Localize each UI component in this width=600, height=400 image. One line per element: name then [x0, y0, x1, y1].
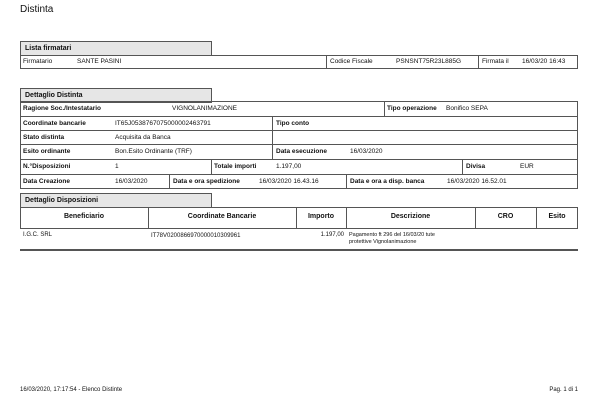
n-disposizioni-value: 1 — [115, 163, 119, 170]
coordinate-label: Coordinate bancarie — [23, 120, 86, 127]
tipo-conto-label: Tipo conto — [276, 120, 310, 127]
col-importo: Importo — [307, 213, 335, 220]
data-spedizione-label: Data e ora spedizione — [173, 178, 240, 185]
row-coordinate: IT78V0200866970000010309961 — [151, 233, 241, 239]
footer-left: 16/03/2020, 17:17:54 - Elenco Distinte — [20, 387, 123, 393]
tipo-operazione-label: Tipo operazione — [387, 105, 437, 112]
row-descrizione-line1: Pagamento ft 296 del 16/03/20 tute — [349, 232, 435, 238]
esito-ordinante-value: Bon.Esito Ordinante (TRF) — [115, 148, 192, 155]
totale-importi-value: 1.197,00 — [276, 163, 302, 170]
col-beneficiario: Beneficiario — [63, 213, 105, 220]
codice-fiscale-value: PSNSNT75R23L885G — [396, 58, 462, 65]
row-beneficiario: I.G.C. SRL — [23, 232, 53, 238]
divisa-label: Divisa — [466, 163, 486, 170]
totale-importi-label: Totale importi — [214, 163, 257, 170]
col-cro: CRO — [497, 213, 514, 220]
section-header-firmatari: Lista firmatari — [20, 41, 212, 56]
section-header-disposizioni: Dettaglio Disposizioni — [20, 193, 212, 208]
ragione-label: Ragione Soc./Intestatario — [23, 105, 102, 112]
firmatario-value: SANTE PASINI — [77, 58, 122, 65]
esito-ordinante-label: Esito ordinante — [23, 148, 71, 155]
n-disposizioni-label: N.°Disposizioni — [23, 163, 71, 170]
data-disp-banca-value: 16/03/2020 16.52.01 — [447, 178, 507, 185]
codice-fiscale-label: Codice Fiscale — [330, 58, 373, 65]
col-coordinate-bancarie: Coordinate Bancarie — [187, 213, 257, 220]
firmata-label: Firmata il — [482, 58, 509, 65]
col-esito: Esito — [548, 213, 566, 220]
data-creazione-value: 16/03/2020 — [115, 178, 148, 185]
stato-label: Stato distinta — [23, 134, 65, 141]
data-esecuzione-value: 16/03/2020 — [350, 148, 383, 155]
row-descrizione-line2: protettive Vignolanimazione — [349, 239, 417, 245]
data-spedizione-value: 16/03/2020 16.43.16 — [259, 178, 319, 185]
section-header-dettaglio: Dettaglio Distinta — [20, 88, 212, 103]
stato-value: Acquisita da Banca — [115, 134, 171, 141]
row-importo: 1.197,00 — [320, 232, 344, 238]
table-bottom-rule — [20, 249, 578, 251]
ragione-value: VIGNOLANIMAZIONE — [172, 105, 238, 112]
footer-page-number: Pag. 1 di 1 — [549, 387, 578, 393]
col-descrizione: Descrizione — [390, 213, 431, 220]
firmata-value: 16/03/20 16:43 — [522, 58, 566, 65]
page-title: Distinta — [20, 4, 54, 15]
firmatario-label: Firmatario — [23, 58, 53, 65]
tipo-operazione-value: Bonifico SEPA — [446, 105, 488, 112]
data-creazione-label: Data Creazione — [23, 178, 70, 185]
data-disp-banca-label: Data e ora a disp. banca — [350, 178, 425, 185]
divisa-value: EUR — [520, 163, 534, 170]
data-esecuzione-label: Data esecuzione — [276, 148, 327, 155]
coordinate-value: IT65J0538767075000002463791 — [115, 120, 211, 127]
dettaglio-table — [20, 101, 578, 189]
